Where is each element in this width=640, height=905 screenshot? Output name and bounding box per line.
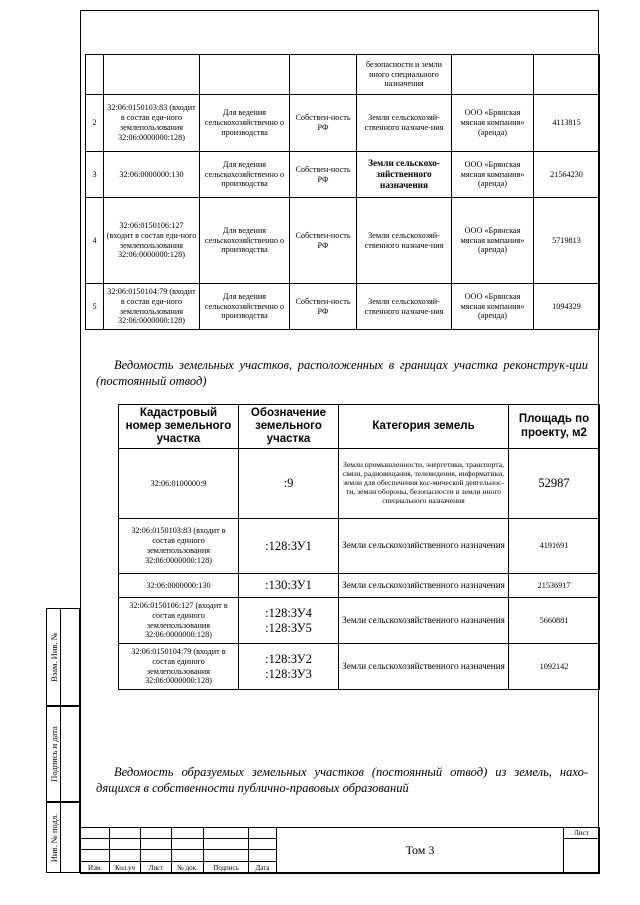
land-category: Земли промышленности, энергетики, транспорта, связи, радиовещания, телевидения, информатики, земли для обеспечения кос-мической деятельнос-ти, земли обороны, безопасности и земли иного специального назначения <box>339 449 509 519</box>
designation: :128:ЗУ2 :128:ЗУ3 <box>239 644 339 690</box>
area: 5719813 <box>534 198 600 284</box>
land-category: Земли сельскохозяйственного назначения <box>339 519 509 574</box>
land-category: Земли сельскохо-зяйственного назначения <box>357 152 452 198</box>
permitted-use: Для ведения сельскохозяйственно о производства <box>200 284 290 330</box>
ownership: Собствен-ность РФ <box>290 198 357 284</box>
side-box-replacement <box>46 608 80 706</box>
header-designation: Обозначение земельного участка <box>239 405 339 449</box>
table-row <box>86 55 600 95</box>
tenant: ООО «Брянская мясная компания» (аренда) <box>452 284 534 330</box>
row-number: 3 <box>86 152 104 198</box>
area: 21536917 <box>509 574 600 598</box>
designation: :128:ЗУ4 :128:ЗУ5 <box>239 598 339 644</box>
tenant: ООО «Брянская мясная компания» (аренда) <box>452 152 534 198</box>
ownership: Собствен-ность РФ <box>290 152 357 198</box>
designation: :9 <box>239 449 339 519</box>
table-row <box>119 519 600 574</box>
ownership: Собствен-ность РФ <box>290 95 357 152</box>
land-category: Земли сельскохозяй-ственного назначе-ния <box>357 95 452 152</box>
cadastral-number: 32:06:0150106:127 (входит в состав еди-ного землепользования 32:06:0000000:128) <box>104 198 200 284</box>
cadastral-number: 32:06:0000000:130 <box>119 574 239 598</box>
table-row <box>86 95 600 152</box>
row-number: 4 <box>86 198 104 284</box>
table-row <box>86 152 600 198</box>
land-category: Земли сельскохозяйственного назначения <box>339 598 509 644</box>
stamp-col-count: Кол.уч <box>110 862 141 874</box>
header-area: Площадь по проекту, м2 <box>509 405 600 449</box>
side-label: Взам. Инв. № <box>48 632 59 682</box>
area: 1092142 <box>509 644 600 690</box>
stamp-col-doc: № док. <box>172 862 204 874</box>
side-label: Инв. № подл. <box>48 813 59 862</box>
cadastral-number: 32:06:0150104:79 (входит в состав еди-ного землепользования 32:06:0000000:128) <box>104 284 200 330</box>
area: 1094329 <box>534 284 600 330</box>
table-row <box>119 574 600 598</box>
stamp-col-change: Изм. <box>81 862 110 874</box>
table-row <box>86 198 600 284</box>
cadastral-number: 32:06:0150103:83 (входит в состав еди-ного землепользования 32:06:0000000:128) <box>104 95 200 152</box>
land-category: Земли сельскохозяй-ственного назначе-ния <box>357 284 452 330</box>
table-row <box>119 644 600 690</box>
ownership: Собствен-ность РФ <box>290 284 357 330</box>
category-cell: безопасности и земли иного специального назначения <box>357 55 452 95</box>
designation: :128:ЗУ1 <box>239 519 339 574</box>
area: 21564230 <box>534 152 600 198</box>
permitted-use: Для ведения сельскохозяйственно о производства <box>200 95 290 152</box>
area: 4113815 <box>534 95 600 152</box>
area: 4191691 <box>509 519 600 574</box>
area: 52987 <box>509 449 600 519</box>
caption-reconstruction: Ведомость земельных участков, расположенных в границах участка реконструк-ции (постоянный отвод) <box>96 358 588 389</box>
row-number: 2 <box>86 95 104 152</box>
cadastral-number: 32:06:0100000:9 <box>119 449 239 519</box>
stamp-col-signature: Подпись <box>204 862 249 874</box>
cadastral-number: 32:06:0150103:83 (входит в состав единого землепользования 32:06:0000000:128) <box>119 519 239 574</box>
table-row <box>119 598 600 644</box>
land-category: Земли сельскохозяйственного назначения <box>339 644 509 690</box>
caption-public-lands: Ведомость образуемых земельных участков (постоянный отвод) из земель, нахо-дящихся в собственности публично-правовых образований <box>96 765 588 796</box>
land-category: Земли сельскохозяйственного назначения <box>339 574 509 598</box>
designation: :130:ЗУ1 <box>239 574 339 598</box>
header-category: Категория земель <box>339 405 509 449</box>
header-cadastral: Кадастровый номер земельного участка <box>119 405 239 449</box>
stamp-col-date: Дата <box>249 862 277 874</box>
side-label: Подпись и дата <box>48 726 59 782</box>
cadastral-number: 32:06:0000000:130 <box>104 152 200 198</box>
sheet-label: Лист <box>564 828 600 839</box>
table-row <box>86 284 600 330</box>
sheet-number <box>564 839 600 874</box>
title-block <box>80 827 599 873</box>
tenant: ООО «Брянская мясная компания» (аренда) <box>452 95 534 152</box>
table-header-row <box>119 405 600 449</box>
cadastral-number: 32:06:0150106:127 (входит в состав единого землепользования 32:06:0000000:128) <box>119 598 239 644</box>
permitted-use: Для ведения сельскохозяйственно о производства <box>200 198 290 284</box>
side-box-inventory <box>46 802 80 873</box>
reconstruction-land-table <box>118 404 600 690</box>
tenant: ООО «Брянская мясная компания» (аренда) <box>452 198 534 284</box>
side-box-signature <box>46 706 80 802</box>
volume-title: Том 3 <box>277 828 564 874</box>
cadastral-number: 32:06:0150104:79 (входит в состав единого землепользования 32:06:0000000:128) <box>119 644 239 690</box>
land-category: Земли сельскохозяй-ственного назначе-ния <box>357 198 452 284</box>
table-row <box>119 449 600 519</box>
row-number: 5 <box>86 284 104 330</box>
land-table-continuation <box>85 54 600 330</box>
permitted-use: Для ведения сельскохозяйственно о производства <box>200 152 290 198</box>
area: 5660881 <box>509 598 600 644</box>
stamp-col-sheet: Лист <box>141 862 172 874</box>
